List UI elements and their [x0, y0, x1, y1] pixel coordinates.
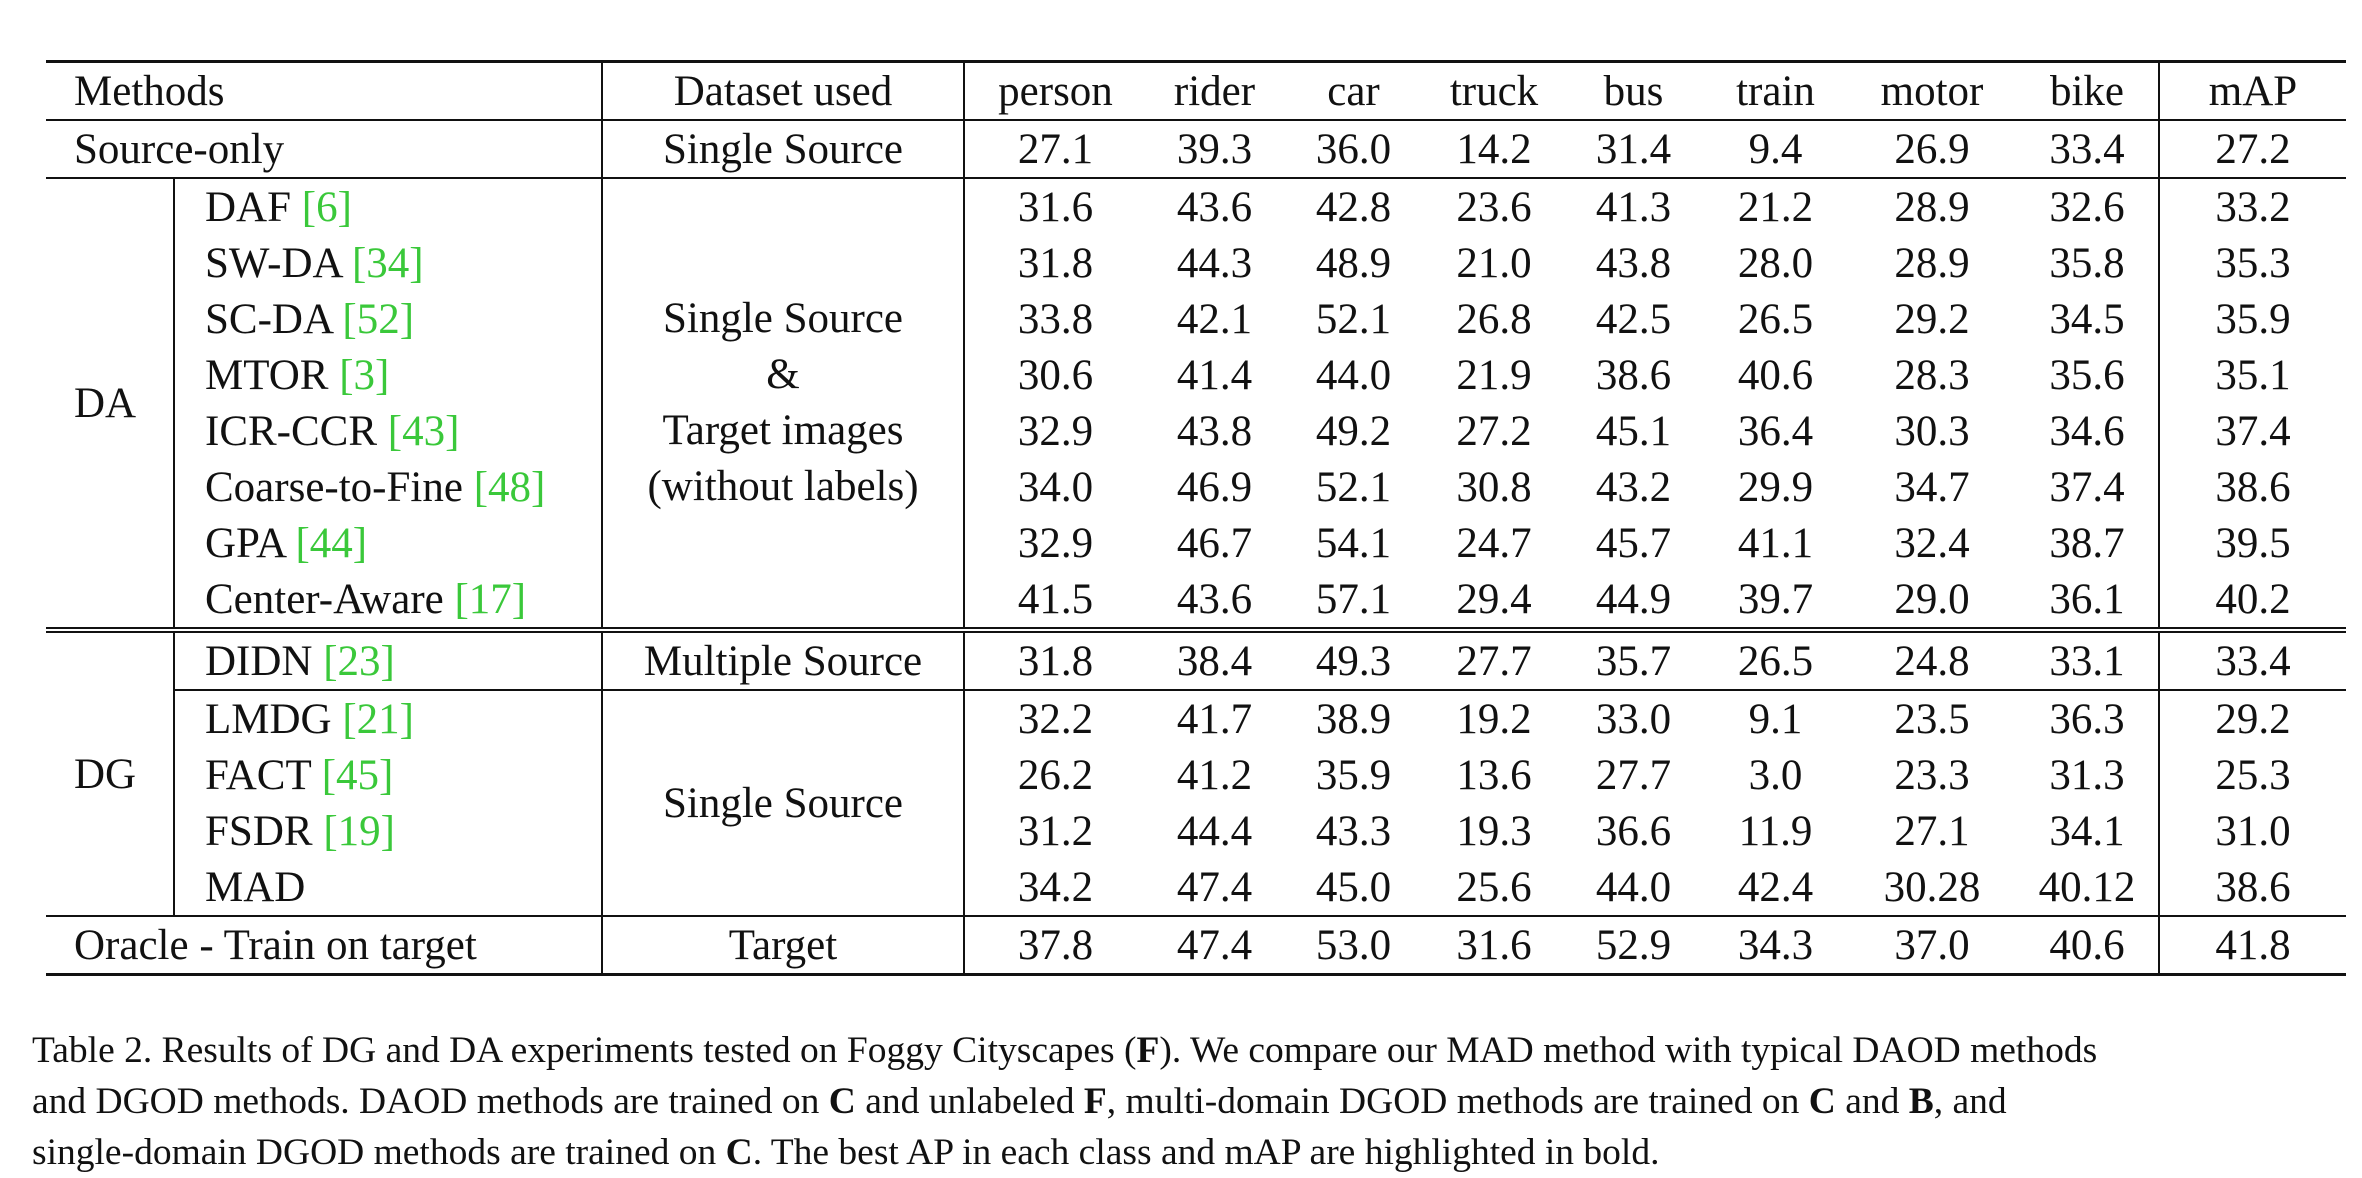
- header-motor: motor: [1848, 62, 2016, 121]
- value-cell: 38.6: [2159, 859, 2346, 916]
- value-cell: 52.9: [1564, 916, 1703, 975]
- caption-bold: C: [1808, 1081, 1836, 1122]
- value-cell: 38.4: [1146, 630, 1283, 690]
- value-cell: 41.3: [1564, 178, 1703, 235]
- value-cell: 32.4: [1894, 519, 1970, 567]
- value-cell: 49.2: [1315, 407, 1392, 455]
- table-row: [46, 859, 2346, 916]
- method-label: SC-DA: [205, 295, 332, 343]
- table-row: [46, 747, 2346, 803]
- caption-text: . The best AP in each class and mAP are highlighted in bold.: [752, 1132, 1660, 1173]
- value-cell: 36.0: [1283, 120, 1424, 178]
- value-cell: 23.5: [1848, 690, 2016, 747]
- value-cell: 37.4: [2049, 463, 2125, 511]
- value-cell: 42.8: [1283, 178, 1424, 235]
- header-rider: rider: [1146, 62, 1283, 121]
- citation-ref: [6]: [301, 183, 352, 231]
- value-cell: 19.3: [1456, 807, 1532, 855]
- method-name: Oracle - Train on target: [46, 916, 602, 975]
- value-cell: 27.2: [2159, 120, 2346, 178]
- table-row: [46, 515, 2346, 571]
- value-cell: 37.0: [1848, 916, 2016, 975]
- value-cell: 39.3: [1146, 120, 1283, 178]
- citation-ref: [44]: [295, 519, 368, 567]
- dataset-cell-dg-single: Single Source: [602, 690, 964, 916]
- value-cell: 27.1: [964, 120, 1146, 178]
- value-cell: 34.1: [2049, 807, 2125, 855]
- value-cell: 26.9: [1848, 120, 2016, 178]
- value-cell: 29.0: [1894, 575, 1970, 623]
- method-name: [174, 747, 602, 803]
- caption-text: , and: [1933, 1081, 2007, 1122]
- value-cell: 19.2: [1424, 690, 1564, 747]
- method-name: [174, 178, 602, 235]
- caption-text: and: [1835, 1081, 1909, 1122]
- value-cell: 33.4: [2016, 120, 2159, 178]
- caption-line: [32, 1127, 2362, 1178]
- table-row: [46, 403, 2346, 459]
- value-cell: 27.7: [1424, 630, 1564, 690]
- method-label: Center-Aware: [205, 575, 444, 623]
- method-name: [174, 571, 602, 630]
- value-cell: 9.4: [1703, 120, 1848, 178]
- value-cell: 26.5: [1703, 630, 1848, 690]
- dataset-cell-da: [602, 178, 964, 630]
- header-bike: bike: [2016, 62, 2159, 121]
- value-cell: 31.3: [2049, 751, 2125, 799]
- results-table: [46, 60, 2346, 976]
- value-cell: 53.0: [1283, 916, 1424, 975]
- dataset-cell: Target: [602, 916, 964, 975]
- value-cell: 39.5: [2159, 515, 2346, 571]
- value-cell: 31.2: [964, 803, 1146, 859]
- dataset-cell: Single Source: [602, 120, 964, 178]
- method-name: [174, 630, 602, 690]
- method-name: [174, 291, 602, 347]
- value-cell: 3.0: [1748, 751, 1803, 799]
- value-cell: 31.4: [1564, 120, 1703, 178]
- value-cell: 43.6: [1146, 178, 1283, 235]
- value-cell: 24.8: [1848, 630, 2016, 690]
- value-cell: 26.8: [1456, 295, 1532, 343]
- value-cell: 29.2: [2159, 690, 2346, 747]
- value-cell: 42.5: [1595, 295, 1672, 343]
- value-cell: 36.4: [1737, 407, 1814, 455]
- caption-bold: C: [725, 1132, 753, 1173]
- method-name: [174, 690, 602, 747]
- value-cell: 29.4: [1456, 575, 1532, 623]
- value-cell: 46.7: [1176, 519, 1253, 567]
- method-name: [174, 347, 602, 403]
- header-truck: truck: [1424, 62, 1564, 121]
- value-cell: 31.8: [964, 630, 1146, 690]
- value-cell: 38.6: [1595, 351, 1672, 399]
- results-table-container: [46, 60, 2346, 976]
- caption-bold: F: [1083, 1081, 1107, 1122]
- dataset-line: &: [766, 351, 800, 398]
- value-cell: 26.5: [1737, 295, 1814, 343]
- dataset-line: Single Source: [662, 295, 904, 342]
- value-cell: 42.4: [1737, 863, 1814, 911]
- value-cell: 43.6: [1176, 575, 1253, 623]
- value-cell: 49.3: [1283, 630, 1424, 690]
- method-name-mad: MAD: [174, 859, 602, 916]
- header-car: car: [1283, 62, 1424, 121]
- value-cell: 37.4: [2159, 403, 2346, 459]
- table-caption: [32, 1025, 2362, 1178]
- value-cell: 38.9: [1283, 690, 1424, 747]
- value-cell: 31.6: [1424, 916, 1564, 975]
- value-cell: 44.0: [1595, 863, 1672, 911]
- value-cell: 34.3: [1703, 916, 1848, 975]
- dataset-cell: Multiple Source: [602, 630, 964, 690]
- value-cell: 13.6: [1456, 751, 1532, 799]
- value-cell: 35.1: [2159, 347, 2346, 403]
- value-cell: 33.2: [2159, 178, 2346, 235]
- caption-bold: C: [828, 1081, 856, 1122]
- value-cell: 54.1: [1315, 519, 1392, 567]
- method-name: [174, 235, 602, 291]
- citation-ref: [19]: [323, 807, 395, 855]
- header-train: train: [1703, 62, 1848, 121]
- value-cell: 44.4: [1176, 807, 1253, 855]
- caption-text: ). We compare our MAD method with typical DAOD methods: [1159, 1030, 2098, 1071]
- caption-text: and DGOD methods. DAOD methods are trained on: [32, 1081, 829, 1122]
- citation-ref: [17]: [454, 575, 527, 623]
- value-cell: 27.1: [1894, 807, 1970, 855]
- value-cell: 32.2: [964, 690, 1146, 747]
- value-cell: 30.28: [1883, 863, 1981, 911]
- value-cell: 36.3: [2016, 690, 2159, 747]
- header-dataset: Dataset used: [602, 62, 964, 121]
- value-cell: 41.8: [2159, 916, 2346, 975]
- value-cell: 43.8: [1595, 239, 1672, 287]
- citation-ref: [52]: [342, 295, 415, 343]
- citation-ref: [48]: [473, 463, 546, 511]
- value-cell: 35.8: [2049, 239, 2125, 287]
- value-cell: 30.3: [1894, 407, 1970, 455]
- table-row: [46, 347, 2346, 403]
- table-row: [46, 803, 2346, 859]
- value-cell: 23.6: [1424, 178, 1564, 235]
- value-cell: 48.9: [1315, 239, 1392, 287]
- value-cell: 34.7: [1894, 463, 1970, 511]
- value-cell: 21.0: [1456, 239, 1532, 287]
- value-cell: 38.6: [2159, 459, 2346, 515]
- value-cell: 43.8: [1176, 407, 1253, 455]
- value-cell: 39.7: [1737, 575, 1814, 623]
- value-cell: 45.7: [1595, 519, 1672, 567]
- value-cell: 28.0: [1737, 239, 1814, 287]
- method-label: DIDN: [205, 637, 313, 685]
- value-cell: 41.4: [1176, 351, 1253, 399]
- header-person: person: [964, 62, 1146, 121]
- value-cell: 29.9: [1737, 463, 1814, 511]
- value-cell: 21.9: [1456, 351, 1532, 399]
- value-cell: 47.4: [1176, 863, 1253, 911]
- table-row: [46, 235, 2346, 291]
- value-cell: 57.1: [1315, 575, 1392, 623]
- value-cell: 40.6: [1737, 351, 1814, 399]
- value-cell: 43.2: [1595, 463, 1672, 511]
- value-cell: 41.2: [1176, 751, 1253, 799]
- header-bus: bus: [1564, 62, 1703, 121]
- table-row: [46, 178, 2346, 235]
- table-row: [46, 459, 2346, 515]
- value-cell: 44.0: [1315, 351, 1392, 399]
- group-label-da: DA: [46, 178, 174, 630]
- caption-line: [32, 1076, 2362, 1127]
- value-cell: 34.5: [2049, 295, 2125, 343]
- header-methods: Methods: [46, 62, 602, 121]
- value-cell: 40.6: [2016, 916, 2159, 975]
- caption-bold: B: [1908, 1081, 1934, 1122]
- method-label: GPA: [205, 519, 285, 567]
- value-cell: 34.6: [2049, 407, 2125, 455]
- value-cell: 27.7: [1595, 751, 1672, 799]
- value-cell: 41.1: [1737, 519, 1814, 567]
- method-label: ICR-CCR: [205, 407, 378, 455]
- value-cell: 35.6: [2049, 351, 2125, 399]
- value-cell: 40.12: [2038, 863, 2136, 911]
- method-label: DAF: [205, 183, 292, 231]
- caption-text: Table 2. Results of DG and DA experiments tested on Foggy Cityscapes (: [32, 1030, 1137, 1071]
- value-cell: 36.1: [2049, 575, 2125, 623]
- value-cell: 25.6: [1456, 863, 1532, 911]
- citation-ref: [43]: [387, 407, 460, 455]
- value-cell: 44.9: [1595, 575, 1672, 623]
- value-cell: 43.3: [1315, 807, 1392, 855]
- method-name: [174, 803, 602, 859]
- value-cell: 14.2: [1424, 120, 1564, 178]
- value-cell: 47.4: [1146, 916, 1283, 975]
- dataset-line: (without labels): [647, 463, 919, 510]
- value-cell: 41.5: [964, 571, 1146, 630]
- value-cell: 28.3: [1894, 351, 1970, 399]
- method-name: [174, 403, 602, 459]
- value-cell: 33.1: [2016, 630, 2159, 690]
- value-cell: 35.9: [2159, 291, 2346, 347]
- citation-ref: [45]: [321, 751, 394, 799]
- citation-ref: [23]: [323, 637, 395, 685]
- value-cell: 45.1: [1595, 407, 1672, 455]
- caption-bold: F: [1136, 1030, 1160, 1071]
- value-cell: 34.2: [964, 859, 1146, 916]
- method-name: [174, 515, 602, 571]
- value-cell: 31.6: [964, 178, 1146, 235]
- value-cell: 23.3: [1894, 751, 1970, 799]
- citation-ref: [34]: [351, 239, 424, 287]
- value-cell: 33.0: [1564, 690, 1703, 747]
- method-name: [174, 459, 602, 515]
- caption-line: [32, 1025, 2362, 1076]
- value-cell: 29.2: [1894, 295, 1970, 343]
- value-cell: 21.2: [1703, 178, 1848, 235]
- table-row: [46, 571, 2346, 630]
- value-cell: 31.8: [964, 235, 1146, 291]
- table-row: [46, 916, 2346, 975]
- value-cell: 32.9: [964, 515, 1146, 571]
- value-cell: 9.1: [1703, 690, 1848, 747]
- value-cell: 30.6: [964, 347, 1146, 403]
- value-cell: 26.2: [964, 747, 1146, 803]
- value-cell: 36.6: [1595, 807, 1672, 855]
- value-cell: 24.7: [1456, 519, 1532, 567]
- method-label: MTOR: [205, 351, 329, 399]
- caption-text: single-domain DGOD methods are trained on: [32, 1132, 726, 1173]
- table-row: [46, 291, 2346, 347]
- value-cell: 35.9: [1315, 751, 1392, 799]
- value-cell: 44.3: [1176, 239, 1253, 287]
- value-cell: 11.9: [1738, 807, 1813, 855]
- value-cell: 32.6: [2016, 178, 2159, 235]
- value-cell: 28.9: [1894, 239, 1970, 287]
- caption-text: and unlabeled: [855, 1081, 1084, 1122]
- value-cell: 33.4: [2159, 630, 2346, 690]
- value-cell: 40.2: [2159, 571, 2346, 630]
- method-name: Source-only: [46, 120, 602, 178]
- value-cell: 30.8: [1456, 463, 1532, 511]
- value-cell: 35.7: [1564, 630, 1703, 690]
- dataset-line: Target images: [662, 407, 904, 454]
- method-label: SW-DA: [205, 239, 342, 287]
- value-cell: 28.9: [1848, 178, 2016, 235]
- value-cell: 35.3: [2159, 235, 2346, 291]
- table-row: [46, 690, 2346, 747]
- value-cell: 52.1: [1315, 463, 1392, 511]
- header-row: [46, 62, 2346, 121]
- citation-ref: [3]: [339, 351, 390, 399]
- method-label: Coarse-to-Fine: [205, 463, 463, 511]
- header-map: mAP: [2159, 62, 2346, 121]
- value-cell: 42.1: [1176, 295, 1253, 343]
- value-cell: 27.2: [1456, 407, 1532, 455]
- value-cell: 46.9: [1176, 463, 1253, 511]
- value-cell: 52.1: [1315, 295, 1392, 343]
- value-cell: 31.0: [2159, 803, 2346, 859]
- value-cell: 25.3: [2159, 747, 2346, 803]
- method-label: FACT: [205, 751, 311, 799]
- citation-ref: [21]: [342, 695, 414, 743]
- value-cell: 33.8: [964, 291, 1146, 347]
- method-label: FSDR: [205, 807, 313, 855]
- table-row: [46, 630, 2346, 690]
- value-cell: 45.0: [1315, 863, 1392, 911]
- caption-text: , multi-domain DGOD methods are trained on: [1106, 1081, 1809, 1122]
- method-label: LMDG: [205, 695, 332, 743]
- value-cell: 38.7: [2049, 519, 2125, 567]
- value-cell: 32.9: [964, 403, 1146, 459]
- value-cell: 37.8: [964, 916, 1146, 975]
- value-cell: 34.0: [964, 459, 1146, 515]
- table-row: [46, 120, 2346, 178]
- group-label-dg: DG: [46, 630, 174, 916]
- value-cell: 41.7: [1146, 690, 1283, 747]
